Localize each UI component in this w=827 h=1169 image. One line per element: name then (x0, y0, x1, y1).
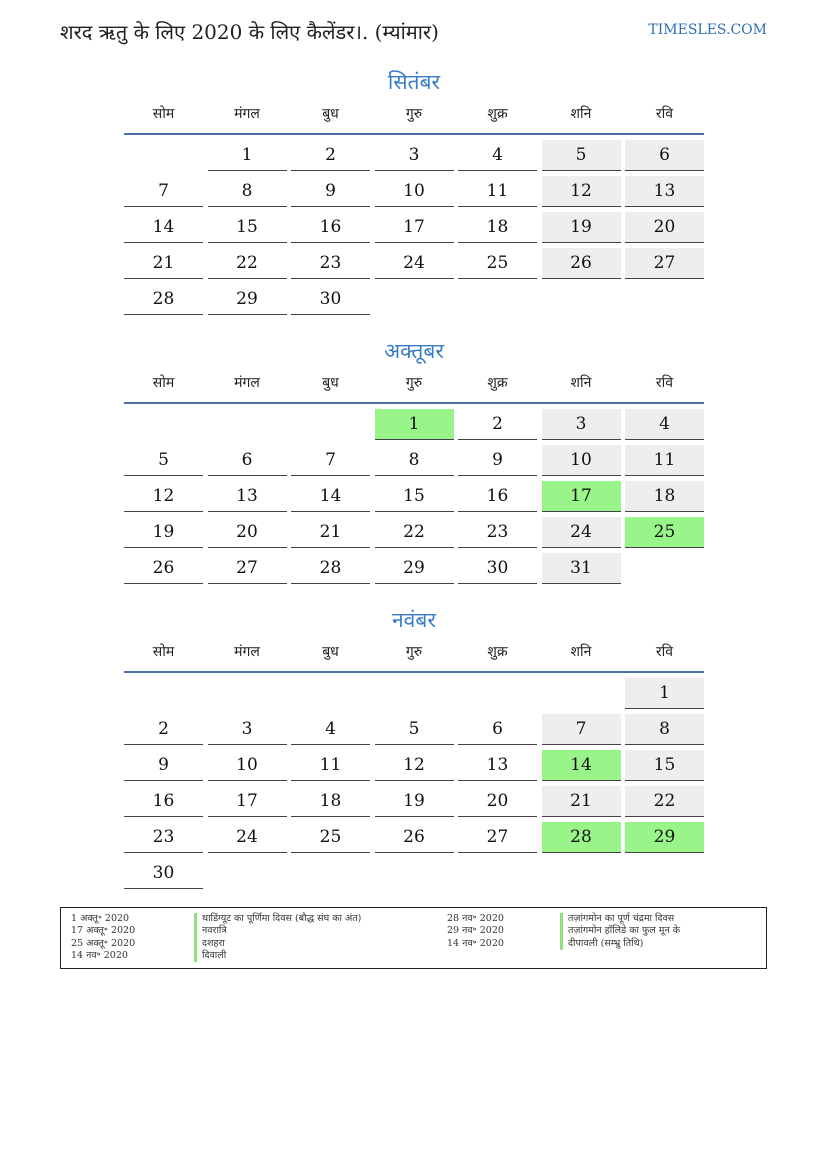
legend-desc: तज़ांगमोन का पूर्ण चंद्रमा दिवस (560, 913, 680, 925)
weekday-header (124, 366, 704, 404)
weekday-label: मंगल (234, 375, 260, 391)
day-cell[interactable]: 23 (458, 517, 537, 548)
legend-date: 28 नव॰ 2020 (447, 913, 504, 924)
day-cell[interactable]: 5 (542, 140, 621, 171)
day-cell[interactable]: 12 (542, 176, 621, 207)
day-cell[interactable]: 26 (375, 822, 454, 853)
holiday-legend (60, 907, 767, 969)
empty-cell (208, 409, 287, 440)
day-cell[interactable]: 22 (375, 517, 454, 548)
day-cell[interactable]: 22 (208, 248, 287, 279)
weekday-label: गुरु (405, 375, 423, 391)
weekday-label: मंगल (234, 106, 260, 122)
day-cell[interactable]: 12 (124, 481, 203, 512)
day-cell[interactable]: 26 (542, 248, 621, 279)
day-cell[interactable]: 14 (291, 481, 370, 512)
legend-desc: दीपावली (सम्भ्रु तिथि) (560, 938, 680, 950)
legend-dates-left (71, 913, 135, 962)
weekday-label: शुक्र (487, 375, 508, 391)
day-cell[interactable]: 26 (124, 553, 203, 584)
day-cell[interactable]: 11 (291, 750, 370, 781)
holiday-day-cell[interactable]: 1 (375, 409, 454, 440)
legend-date: 14 नव॰ 2020 (447, 937, 504, 949)
day-cell[interactable]: 11 (458, 176, 537, 207)
day-cell[interactable]: 30 (291, 284, 370, 315)
legend-descs-right (560, 913, 680, 950)
day-cell[interactable]: 24 (208, 822, 287, 853)
day-cell[interactable]: 3 (208, 714, 287, 745)
empty-cell (124, 678, 203, 709)
day-cell[interactable]: 28 (291, 553, 370, 584)
weekday-label: सोम (152, 106, 175, 122)
empty-cell (291, 678, 370, 709)
day-cell[interactable]: 29 (208, 284, 287, 315)
day-cell[interactable]: 11 (625, 445, 704, 476)
day-cell[interactable]: 2 (124, 714, 203, 745)
legend-date: 25 अक्तू॰ 2020 (71, 937, 136, 949)
holiday-day-cell[interactable]: 29 (625, 822, 704, 853)
day-cell[interactable]: 3 (542, 409, 621, 440)
day-cell[interactable]: 31 (542, 553, 621, 584)
day-cell[interactable]: 30 (124, 858, 203, 889)
legend-date: 14 नव॰ 2020 (71, 949, 128, 961)
day-cell[interactable]: 22 (625, 786, 704, 817)
weekday-label: शनि (570, 106, 592, 122)
day-cell[interactable]: 21 (124, 248, 203, 279)
holiday-day-cell[interactable]: 28 (542, 822, 621, 853)
day-cell[interactable]: 14 (124, 212, 203, 243)
site-link[interactable]: TIMESLES.COM (648, 22, 767, 38)
day-cell[interactable]: 21 (291, 517, 370, 548)
day-cell[interactable]: 24 (375, 248, 454, 279)
day-cell[interactable]: 9 (291, 176, 370, 207)
day-cell[interactable]: 13 (625, 176, 704, 207)
month-title: नवंबर (392, 608, 436, 632)
day-cell[interactable]: 16 (291, 212, 370, 243)
day-cell[interactable]: 19 (375, 786, 454, 817)
day-cell[interactable]: 10 (208, 750, 287, 781)
day-cell[interactable]: 20 (625, 212, 704, 243)
legend-dates-right (447, 913, 504, 950)
empty-cell (208, 678, 287, 709)
month-title: अक्तूबर (384, 339, 444, 363)
day-cell[interactable]: 27 (458, 822, 537, 853)
day-cell[interactable]: 25 (291, 822, 370, 853)
month-calendar (124, 605, 704, 889)
day-cell[interactable]: 24 (542, 517, 621, 548)
day-cell[interactable]: 23 (124, 822, 203, 853)
day-cell[interactable]: 12 (375, 750, 454, 781)
day-cell[interactable]: 6 (208, 445, 287, 476)
day-cell[interactable]: 17 (208, 786, 287, 817)
month-title: सितंबर (387, 70, 441, 94)
legend-desc: तज़ांगमोन हॉलिडे का फुल मून के (560, 925, 680, 937)
day-cell[interactable]: 23 (291, 248, 370, 279)
legend-desc: थाडिंग्यूट का पूर्णिमा दिवस (बौद्ध संघ का अंत) (194, 913, 361, 925)
day-cell[interactable]: 3 (375, 140, 454, 171)
weekday-label: शनि (570, 375, 592, 391)
day-cell[interactable]: 25 (458, 248, 537, 279)
weekday-header (124, 97, 704, 135)
day-grid (124, 135, 704, 315)
day-cell[interactable]: 9 (458, 445, 537, 476)
weekday-label: बुध (322, 106, 339, 122)
day-cell[interactable]: 4 (625, 409, 704, 440)
legend-desc: नवरात्रि (194, 925, 361, 937)
day-cell[interactable]: 29 (375, 553, 454, 584)
weekday-label: शुक्र (487, 644, 508, 660)
day-cell[interactable]: 4 (291, 714, 370, 745)
day-cell[interactable]: 28 (124, 284, 203, 315)
holiday-day-cell[interactable]: 17 (542, 481, 621, 512)
empty-cell (375, 678, 454, 709)
day-cell[interactable]: 27 (625, 248, 704, 279)
day-cell[interactable]: 2 (291, 140, 370, 171)
legend-descs-left (194, 913, 361, 962)
day-cell[interactable]: 10 (375, 176, 454, 207)
weekday-header (124, 635, 704, 673)
page-title: शरद ऋतु के लिए 2020 के लिए कैलेंडर।. (म्यांमार) (60, 20, 439, 44)
legend-date: 29 नव॰ 2020 (447, 925, 504, 937)
day-cell[interactable]: 7 (291, 445, 370, 476)
weekday-label: मंगल (234, 644, 260, 660)
day-cell[interactable]: 5 (124, 445, 203, 476)
day-cell[interactable]: 19 (124, 517, 203, 548)
day-cell[interactable]: 30 (458, 553, 537, 584)
day-cell[interactable]: 4 (458, 140, 537, 171)
day-cell[interactable]: 18 (458, 212, 537, 243)
empty-cell (291, 409, 370, 440)
day-cell[interactable]: 8 (375, 445, 454, 476)
weekday-label: सोम (152, 644, 175, 660)
empty-cell (124, 409, 203, 440)
weekday-label: गुरु (405, 644, 423, 660)
day-cell[interactable]: 19 (542, 212, 621, 243)
day-cell[interactable]: 5 (375, 714, 454, 745)
legend-date: 17 अक्तू॰ 2020 (71, 925, 136, 937)
legend-desc: दिवाली (194, 950, 361, 962)
weekday-label: शनि (570, 644, 592, 660)
holiday-day-cell[interactable]: 14 (542, 750, 621, 781)
empty-cell (458, 678, 537, 709)
day-cell[interactable]: 13 (208, 481, 287, 512)
day-cell[interactable]: 9 (124, 750, 203, 781)
day-cell[interactable]: 10 (542, 445, 621, 476)
day-cell[interactable]: 6 (458, 714, 537, 745)
weekday-label: बुध (322, 644, 339, 660)
day-cell[interactable]: 18 (291, 786, 370, 817)
day-cell[interactable]: 20 (458, 786, 537, 817)
day-cell[interactable]: 13 (458, 750, 537, 781)
day-cell[interactable]: 15 (208, 212, 287, 243)
empty-cell (542, 678, 621, 709)
empty-cell (124, 140, 203, 171)
legend-desc: दशहरा (194, 938, 361, 950)
day-cell[interactable]: 16 (458, 481, 537, 512)
weekday-label: रवि (655, 106, 674, 122)
month-calendar (124, 67, 704, 315)
day-cell[interactable]: 16 (124, 786, 203, 817)
day-cell[interactable]: 15 (375, 481, 454, 512)
month-calendar (124, 336, 704, 584)
weekday-label: शुक्र (487, 106, 508, 122)
day-cell[interactable]: 7 (124, 176, 203, 207)
weekday-label: रवि (655, 375, 674, 391)
day-cell[interactable]: 27 (208, 553, 287, 584)
weekday-label: रवि (655, 644, 674, 660)
day-cell[interactable]: 20 (208, 517, 287, 548)
day-grid (124, 673, 704, 889)
day-cell[interactable]: 21 (542, 786, 621, 817)
day-grid (124, 404, 704, 584)
day-cell[interactable]: 8 (208, 176, 287, 207)
holiday-day-cell[interactable]: 25 (625, 517, 704, 548)
day-cell[interactable]: 7 (542, 714, 621, 745)
day-cell[interactable]: 17 (375, 212, 454, 243)
day-cell[interactable]: 18 (625, 481, 704, 512)
day-cell[interactable]: 1 (208, 140, 287, 171)
weekday-label: गुरु (405, 106, 423, 122)
legend-date: 1 अक्तू॰ 2020 (71, 913, 130, 924)
weekday-label: बुध (322, 375, 339, 391)
day-cell[interactable]: 6 (625, 140, 704, 171)
day-cell[interactable]: 15 (625, 750, 704, 781)
day-cell[interactable]: 8 (625, 714, 704, 745)
day-cell[interactable]: 1 (625, 678, 704, 709)
weekday-label: सोम (152, 375, 175, 391)
day-cell[interactable]: 2 (458, 409, 537, 440)
